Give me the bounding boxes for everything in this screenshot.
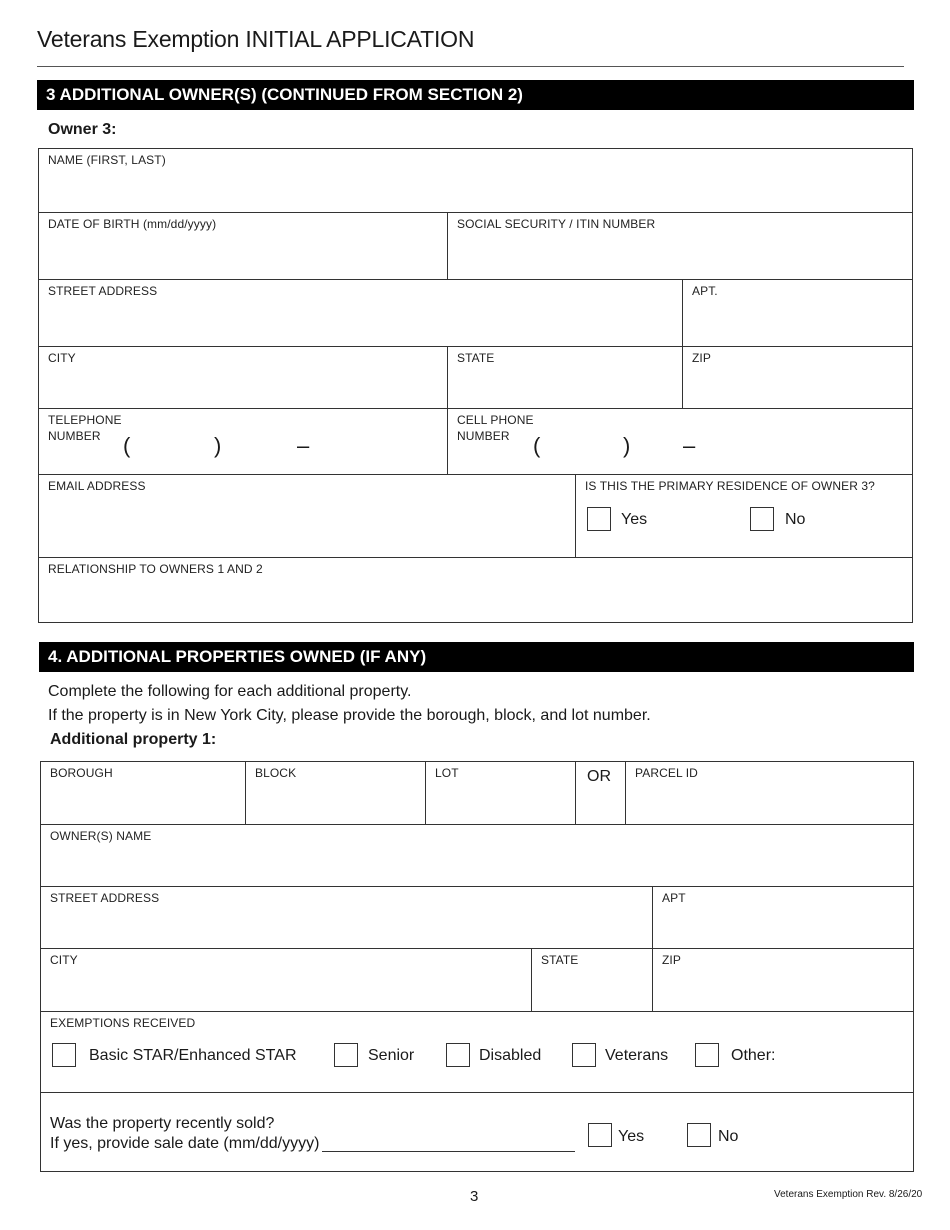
field-label: TELEPHONE (48, 413, 122, 427)
field-label: NUMBER (48, 429, 101, 443)
field-label: EMAIL ADDRESS (48, 479, 146, 493)
exemption-veterans-checkbox[interactable] (572, 1043, 596, 1067)
field-label: STREET ADDRESS (50, 891, 160, 905)
exemption-other-checkbox[interactable] (695, 1043, 719, 1067)
field-label: ZIP (692, 351, 711, 365)
owner3-form-grid (38, 148, 913, 623)
property-zip-field[interactable] (653, 949, 913, 1011)
owner3-zip-field[interactable] (683, 347, 912, 408)
field-label: NAME (FIRST, LAST) (48, 153, 166, 167)
field-label: CITY (50, 953, 78, 967)
field-label: PARCEL ID (635, 766, 698, 780)
field-label: CELL PHONE (457, 413, 534, 427)
owner3-dob-field[interactable] (39, 213, 447, 279)
field-label: APT. (692, 284, 718, 298)
field-label: EXEMPTIONS RECEIVED (50, 1016, 196, 1030)
field-label: APT (662, 891, 686, 905)
phone-close-paren: ) (214, 433, 222, 458)
section4-heading: 4. ADDITIONAL PROPERTIES OWNED (IF ANY) (39, 642, 914, 672)
owner3-state-field[interactable] (448, 347, 682, 408)
field-label: SOCIAL SECURITY / ITIN NUMBER (457, 217, 656, 231)
phone-dash: – (297, 433, 310, 458)
field-label: DATE OF BIRTH (mm/dd/yyyy) (48, 217, 217, 231)
page-number: 3 (470, 1188, 479, 1205)
owner3-apt-field[interactable] (683, 280, 912, 346)
owners-name-field[interactable] (41, 825, 913, 886)
field-label: RELATIONSHIP TO OWNERS 1 AND 2 (48, 562, 263, 576)
exemption-star-label: Basic STAR/Enhanced STAR (89, 1047, 297, 1064)
title-rule (37, 66, 904, 67)
revision-note: Veterans Exemption Rev. 8/26/20 (774, 1189, 923, 1200)
field-label: STATE (457, 351, 495, 365)
recently-sold-no-label: No (718, 1128, 739, 1145)
parcel-id-field[interactable] (626, 762, 913, 824)
field-label: CITY (48, 351, 76, 365)
owner3-email-field[interactable] (39, 475, 575, 557)
or-separator: OR (587, 768, 611, 785)
phone-close-paren: ) (623, 433, 631, 458)
owner3-relationship-field[interactable] (39, 558, 912, 622)
owner3-street-field[interactable] (39, 280, 682, 346)
recently-sold-yes-checkbox[interactable] (588, 1123, 612, 1147)
field-label: OWNER(S) NAME (50, 829, 152, 843)
exemption-senior-checkbox[interactable] (334, 1043, 358, 1067)
phone-open-paren: ( (123, 433, 131, 458)
property-city-field[interactable] (41, 949, 531, 1011)
owner3-cell-phone-field[interactable] (448, 409, 912, 474)
field-label: ZIP (662, 953, 681, 967)
owner3-telephone-field[interactable] (39, 409, 447, 474)
field-label: IS THIS THE PRIMARY RESIDENCE OF OWNER 3? (585, 479, 875, 493)
property-apt-field[interactable] (653, 887, 913, 948)
field-label: BLOCK (255, 766, 297, 780)
property-street-field[interactable] (41, 887, 652, 948)
exemptions-received-group (41, 1012, 913, 1092)
primary-residence-no-checkbox[interactable] (750, 507, 774, 531)
recently-sold-group (41, 1093, 913, 1171)
exemption-disabled-label: Disabled (479, 1047, 542, 1064)
phone-dash: – (683, 433, 696, 458)
exemption-star-checkbox[interactable] (52, 1043, 76, 1067)
exemption-disabled-checkbox[interactable] (446, 1043, 470, 1067)
section4-intro-line1: Complete the following for each additional property. (48, 683, 412, 700)
recently-sold-question: Was the property recently sold? (50, 1115, 275, 1132)
document-title: Veterans Exemption INITIAL APPLICATION (37, 26, 475, 52)
block-field[interactable] (246, 762, 425, 824)
exemption-veterans-label: Veterans (605, 1047, 669, 1064)
borough-field[interactable] (41, 762, 245, 824)
exemption-senior-label: Senior (368, 1047, 415, 1064)
section4-intro-line2: If the property is in New York City, please provide the borough, block, and lot number. (48, 707, 651, 724)
lot-field[interactable] (426, 762, 575, 824)
primary-residence-yes-label: Yes (621, 511, 648, 528)
additional-property-grid (40, 761, 914, 1172)
primary-residence-yes-checkbox[interactable] (587, 507, 611, 531)
owner3-ssn-field[interactable] (448, 213, 912, 279)
property-state-field[interactable] (532, 949, 652, 1011)
owner3-label: Owner 3: (48, 121, 117, 138)
section3-heading: 3 ADDITIONAL OWNER(S) (CONTINUED FROM SECTION 2) (37, 80, 914, 110)
field-label: LOT (435, 766, 459, 780)
additional-property-label: Additional property 1: (50, 731, 217, 748)
grid-line (575, 762, 576, 824)
owner3-city-field[interactable] (39, 347, 447, 408)
field-label: STATE (541, 953, 579, 967)
field-label: NUMBER (457, 429, 510, 443)
primary-residence-no-label: No (785, 511, 806, 528)
owner3-primary-residence-group (576, 475, 912, 557)
recently-sold-yes-label: Yes (618, 1128, 645, 1145)
phone-open-paren: ( (533, 433, 541, 458)
exemption-other-label: Other: (731, 1047, 776, 1064)
field-label: BOROUGH (50, 766, 113, 780)
recently-sold-no-checkbox[interactable] (687, 1123, 711, 1147)
field-label: STREET ADDRESS (48, 284, 158, 298)
sale-date-input-line[interactable] (322, 1151, 575, 1152)
sale-date-prompt: If yes, provide sale date (mm/dd/yyyy) (50, 1135, 320, 1152)
owner3-name-field[interactable] (39, 149, 912, 212)
